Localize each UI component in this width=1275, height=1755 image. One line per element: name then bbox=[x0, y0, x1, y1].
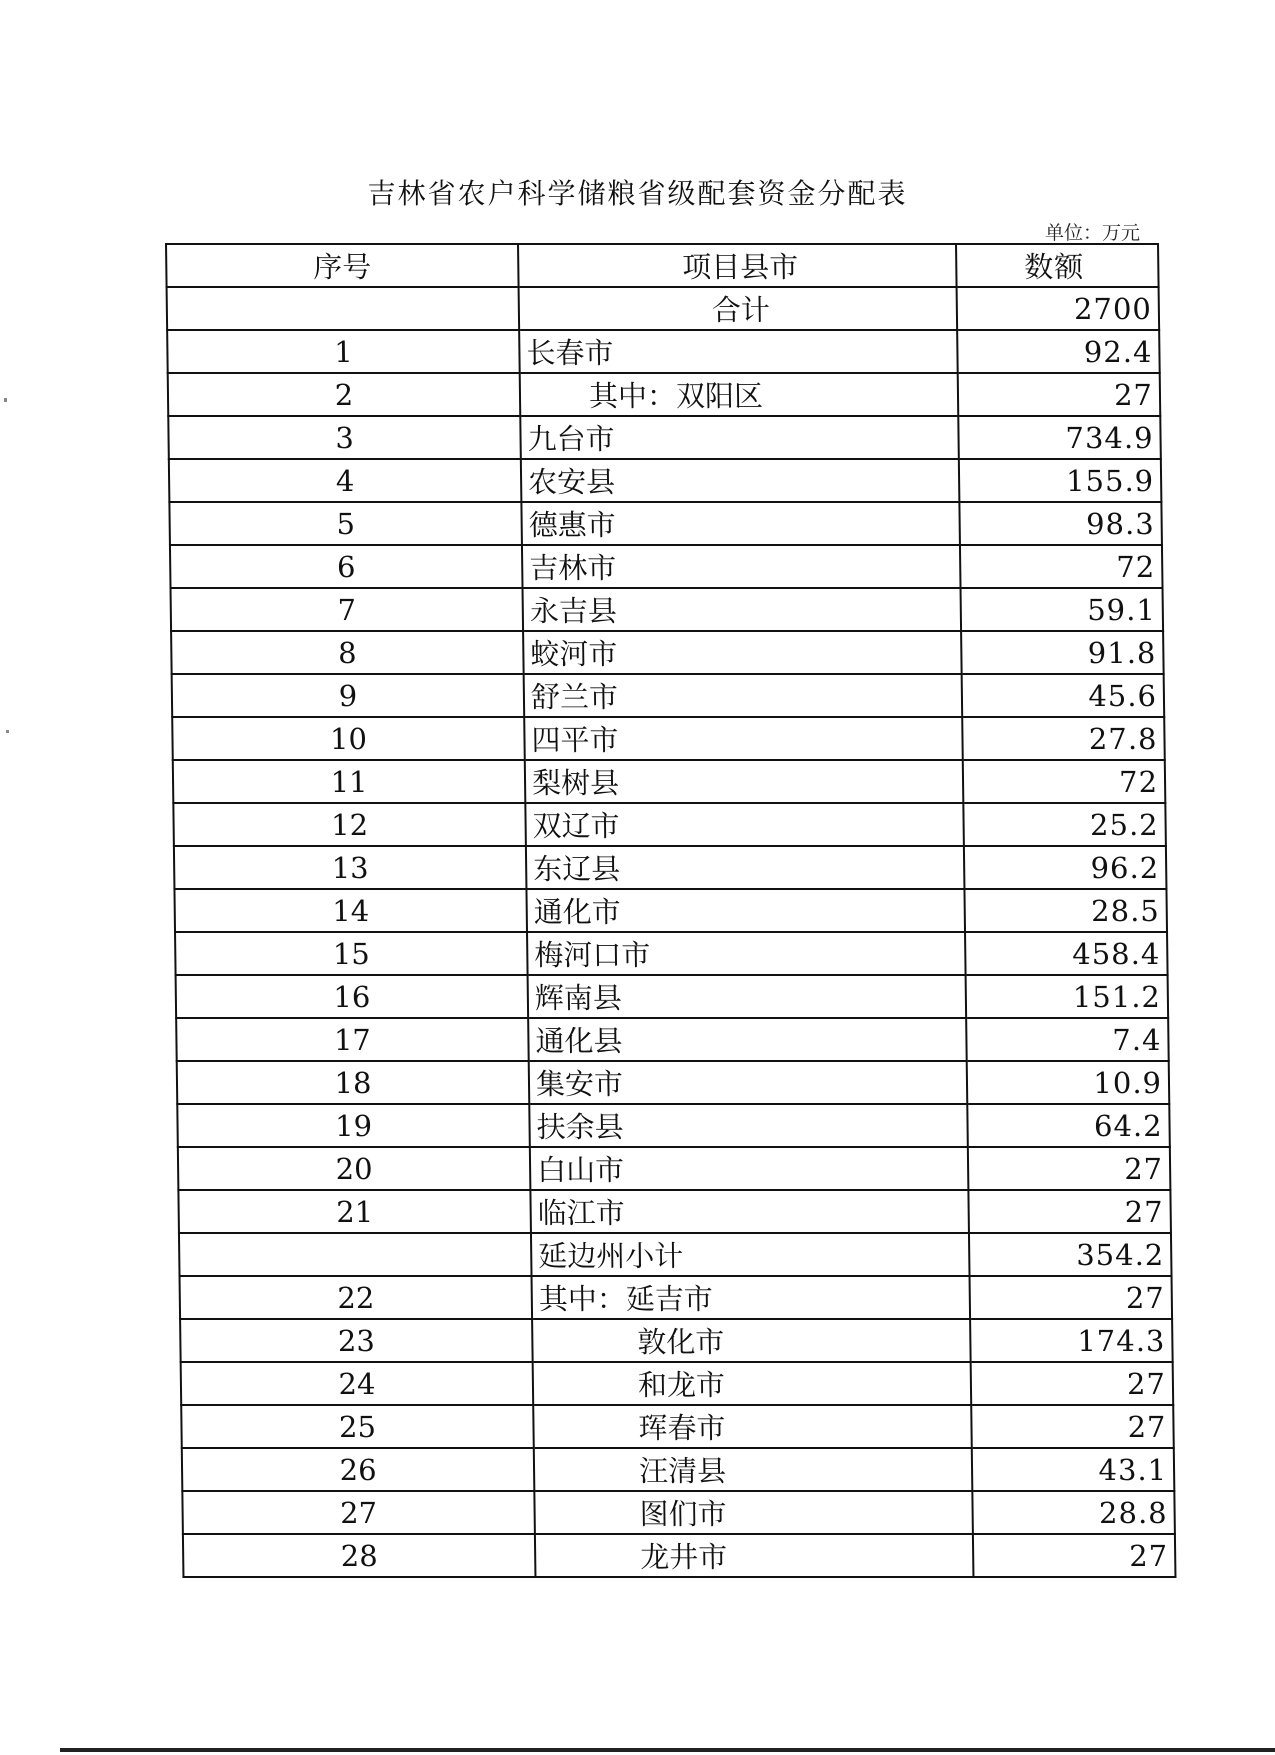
unit-label: 单位：万元 bbox=[1044, 222, 1140, 244]
table-row bbox=[168, 416, 1161, 459]
name-cell: 农安县 bbox=[521, 459, 960, 502]
name-cell: 四平市 bbox=[524, 717, 963, 760]
seq-cell: 18 bbox=[177, 1061, 530, 1104]
subtotal-row bbox=[179, 1233, 1172, 1276]
amount-cell: 155.9 bbox=[959, 459, 1162, 502]
table-row bbox=[174, 889, 1167, 932]
name-cell: 东辽县 bbox=[526, 846, 965, 889]
name-cell: 其中：延吉市 bbox=[532, 1276, 971, 1319]
total-value: 2700 bbox=[957, 287, 1160, 330]
seq-cell: 26 bbox=[182, 1448, 535, 1491]
document-title: 吉林省农户科学储粮省级配套资金分配表 bbox=[367, 177, 908, 210]
amount-cell: 25.2 bbox=[963, 803, 1166, 846]
name-cell: 汪清县 bbox=[534, 1448, 973, 1491]
seq-cell: 8 bbox=[171, 631, 524, 674]
seq-cell: 1 bbox=[167, 330, 520, 373]
seq-cell: 23 bbox=[180, 1319, 533, 1362]
total-row bbox=[167, 287, 1160, 330]
seq-cell: 15 bbox=[175, 932, 528, 975]
amount-cell: 64.2 bbox=[967, 1104, 1170, 1147]
amount-cell: 27 bbox=[968, 1190, 1171, 1233]
name-cell: 其中：双阳区 bbox=[520, 373, 959, 416]
seq-cell: 6 bbox=[170, 545, 523, 588]
name-cell: 舒兰市 bbox=[524, 674, 963, 717]
amount-cell: 27 bbox=[971, 1362, 1174, 1405]
table-row bbox=[169, 459, 1162, 502]
name-cell: 龙井市 bbox=[535, 1534, 974, 1577]
amount-cell: 45.6 bbox=[962, 674, 1165, 717]
seq-cell: 28 bbox=[183, 1534, 536, 1577]
name-cell: 长春市 bbox=[519, 330, 958, 373]
amount-cell: 59.1 bbox=[961, 588, 1164, 631]
seq-cell: 4 bbox=[169, 459, 522, 502]
table-row bbox=[169, 502, 1162, 545]
table-row bbox=[172, 717, 1165, 760]
amount-cell: 43.1 bbox=[972, 1448, 1175, 1491]
table-row bbox=[178, 1190, 1171, 1233]
seq-cell: 22 bbox=[180, 1276, 533, 1319]
seq-cell bbox=[179, 1233, 532, 1276]
amount-cell: 28.8 bbox=[972, 1491, 1175, 1534]
seq-cell: 25 bbox=[181, 1405, 534, 1448]
table-row bbox=[173, 803, 1166, 846]
table-row bbox=[171, 588, 1164, 631]
name-cell: 扶余县 bbox=[529, 1104, 968, 1147]
name-cell: 临江市 bbox=[530, 1190, 969, 1233]
table-row bbox=[183, 1534, 1176, 1577]
amount-cell: 734.9 bbox=[958, 416, 1161, 459]
table-row bbox=[177, 1061, 1170, 1104]
table-row bbox=[168, 373, 1161, 416]
seq-cell: 9 bbox=[172, 674, 525, 717]
name-cell: 集安市 bbox=[529, 1061, 968, 1104]
name-cell: 图们市 bbox=[534, 1491, 973, 1534]
header-seq: 序号 bbox=[166, 244, 519, 287]
seq-cell: 27 bbox=[182, 1491, 535, 1534]
seq-cell: 16 bbox=[176, 975, 529, 1018]
seq-cell: 11 bbox=[173, 760, 526, 803]
name-cell: 德惠市 bbox=[521, 502, 960, 545]
seq-cell: 21 bbox=[178, 1190, 531, 1233]
amount-cell: 27 bbox=[970, 1276, 1173, 1319]
name-cell: 通化市 bbox=[526, 889, 965, 932]
amount-cell: 174.3 bbox=[970, 1319, 1173, 1362]
seq-cell: 19 bbox=[177, 1104, 530, 1147]
name-cell: 白山市 bbox=[530, 1147, 969, 1190]
seq-cell: 24 bbox=[181, 1362, 534, 1405]
name-cell: 蛟河市 bbox=[523, 631, 962, 674]
amount-cell: 96.2 bbox=[964, 846, 1167, 889]
amount-cell: 91.8 bbox=[961, 631, 1164, 674]
seq-cell: 10 bbox=[172, 717, 525, 760]
amount-cell: 10.9 bbox=[967, 1061, 1170, 1104]
table-row bbox=[176, 1018, 1169, 1061]
table-row bbox=[181, 1362, 1174, 1405]
header-amount: 数额 bbox=[956, 244, 1159, 287]
scan-edge-line bbox=[60, 1748, 1275, 1752]
seq-cell: 5 bbox=[169, 502, 522, 545]
name-cell: 九台市 bbox=[520, 416, 959, 459]
table-row bbox=[175, 932, 1168, 975]
name-cell: 辉南县 bbox=[528, 975, 967, 1018]
name-cell: 梅河口市 bbox=[527, 932, 966, 975]
total-seq-cell bbox=[167, 287, 520, 330]
amount-cell: 27 bbox=[971, 1405, 1174, 1448]
name-cell: 双辽市 bbox=[525, 803, 964, 846]
seq-cell: 12 bbox=[173, 803, 526, 846]
subtotal-label: 延边州小计 bbox=[531, 1233, 970, 1276]
table-row bbox=[181, 1405, 1174, 1448]
table-row bbox=[180, 1319, 1173, 1362]
name-cell: 永吉县 bbox=[523, 588, 962, 631]
name-cell: 敦化市 bbox=[532, 1319, 971, 1362]
header-row bbox=[166, 244, 1159, 287]
name-cell: 珲春市 bbox=[533, 1405, 972, 1448]
seq-cell: 17 bbox=[176, 1018, 529, 1061]
table-row bbox=[182, 1491, 1175, 1534]
amount-cell: 72 bbox=[963, 760, 1166, 803]
name-cell: 通化县 bbox=[528, 1018, 967, 1061]
name-cell: 和龙市 bbox=[533, 1362, 972, 1405]
amount-cell: 98.3 bbox=[959, 502, 1162, 545]
seq-cell: 2 bbox=[168, 373, 521, 416]
amount-cell: 27 bbox=[968, 1147, 1171, 1190]
table-row bbox=[174, 846, 1167, 889]
table-row bbox=[182, 1448, 1175, 1491]
table-row bbox=[178, 1147, 1171, 1190]
seq-cell: 20 bbox=[178, 1147, 531, 1190]
amount-cell: 92.4 bbox=[957, 330, 1160, 373]
subtotal-value: 354.2 bbox=[969, 1233, 1172, 1276]
amount-cell: 28.5 bbox=[964, 889, 1167, 932]
amount-cell: 151.2 bbox=[966, 975, 1169, 1018]
seq-cell: 7 bbox=[171, 588, 524, 631]
seq-cell: 14 bbox=[174, 889, 527, 932]
amount-cell: 72 bbox=[960, 545, 1163, 588]
amount-cell: 27 bbox=[973, 1534, 1176, 1577]
header-name: 项目县市 bbox=[518, 244, 957, 287]
scan-speck bbox=[6, 730, 9, 733]
table-row bbox=[171, 631, 1164, 674]
amount-cell: 458.4 bbox=[965, 932, 1168, 975]
allocation-table bbox=[165, 243, 1176, 1578]
amount-cell: 27.8 bbox=[962, 717, 1165, 760]
seq-cell: 13 bbox=[174, 846, 527, 889]
name-cell: 梨树县 bbox=[525, 760, 964, 803]
amount-cell: 7.4 bbox=[966, 1018, 1169, 1061]
table-row bbox=[176, 975, 1169, 1018]
scan-speck bbox=[4, 398, 7, 402]
seq-cell: 3 bbox=[168, 416, 521, 459]
table-row bbox=[167, 330, 1160, 373]
table-row bbox=[173, 760, 1166, 803]
table-body bbox=[167, 287, 1176, 1577]
table-row bbox=[170, 545, 1163, 588]
total-label: 合计 bbox=[519, 287, 958, 330]
table-row bbox=[177, 1104, 1170, 1147]
table-row bbox=[180, 1276, 1173, 1319]
table-row bbox=[172, 674, 1165, 717]
name-cell: 吉林市 bbox=[522, 545, 961, 588]
amount-cell: 27 bbox=[958, 373, 1161, 416]
